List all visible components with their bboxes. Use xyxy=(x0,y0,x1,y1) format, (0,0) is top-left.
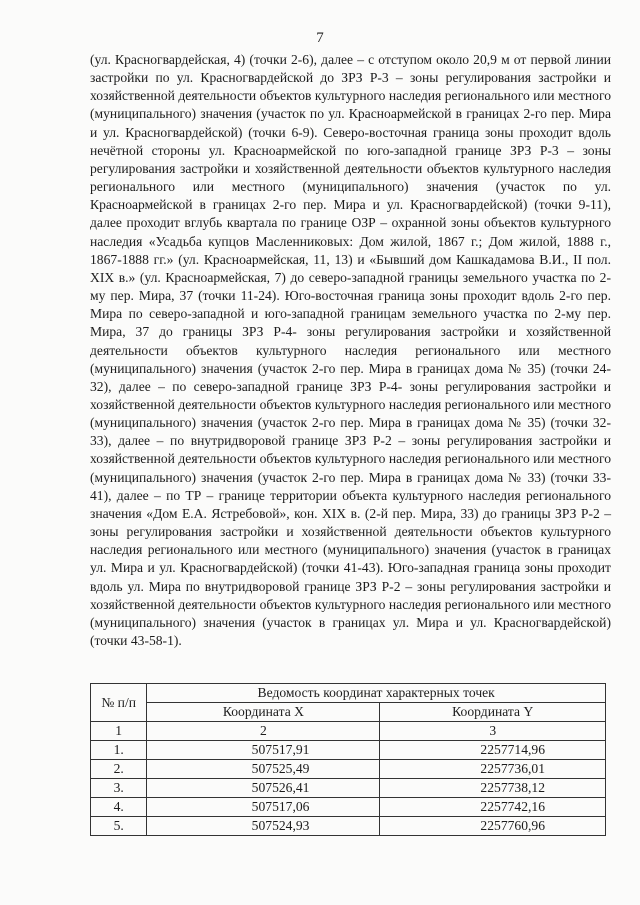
row-number: 4. xyxy=(91,798,147,817)
table-header-row xyxy=(91,684,606,703)
coord-x: 507517,91 xyxy=(147,741,380,760)
table-index-row xyxy=(91,722,606,741)
coord-x: 507524,93 xyxy=(147,817,380,836)
coord-x: 507525,49 xyxy=(147,760,380,779)
table-title: Ведомость координат характерных точек xyxy=(147,684,606,703)
row-number: 5. xyxy=(91,817,147,836)
coord-y: 2257742,16 xyxy=(380,798,606,817)
coord-x: 507526,41 xyxy=(147,779,380,798)
table-row xyxy=(91,760,606,779)
coord-y: 2257714,96 xyxy=(380,741,606,760)
body-paragraph: (ул. Красногвардейская, 4) (точки 2-6), далее – с отступом около 20,9 м от первой линии застройки по ул. Красногвардейской до ЗРЗ Р-3 – зоны регулирования застройки и хозяйственной деятельности объектов культурного наследия регионального или местного (муниципального) значения (участок по ул. Красноармейской в границах 2-го пер. Мира и ул. Красногвардейской) (точки 6-9). Северо-восточная граница зоны проходит вдоль нечётной стороны ул. Красноармейской по юго-западной границе ЗРЗ Р-3 – зоны регулирования застройки и хозяйственной деятельности объектов культурного наследия регионального или местного (муниципального) значения (участок по ул. Красноармейской в границах 2-го пер. Мира и ул. Красногвардейской) (точки 9-11), далее проходит вглубь квартала по границе ОЗР – охранной зоны объектов культурного наследия «Усадьба купцов Масленниковых: Дом жилой, 1867 г.; Дом жилой, 1888 г., 1867-1888 гг.» (ул. Красноармейская, 11, 13) и «Бывший дом Кашкадамова В.И., II пол. XIX в.» (ул. Красноармейская, 7) до северо-западной границы земельного участка по 2-му пер. Мира, 37 (точки 11-24). Юго-восточная граница зоны проходит вдоль 2-го пер. Мира по северо-западной и юго-западной границам земельного участка по 2-му пер. Мира, 37 до границы ЗРЗ Р-4- зоны регулирования застройки и хозяйственной деятельности объектов культурного наследия регионального или местного (муниципального) значения (участок 2-го пер. Мира в границах дома № 35) (точки 24-32), далее – по северо-западной границе ЗРЗ Р-4- зоны регулирования застройки и хозяйственной деятельности объектов культурного наследия регионального или местного (муниципального) значения (участок 2-го пер. Мира в границах дома № 35) (точки 32-33), далее – по внутридворовой границе ЗРЗ Р-2 – зоны регулирования застройки и хозяйственной деятельности объектов культурного наследия регионального или местного (муниципального) значения (участок 2-го пер. Мира в границах дома № 33) (точки 33-41), далее – по ТР – границе территории объекта культурного наследия регионального значения «Дом Е.А. Ястребовой», кон. XIX в. (2-й пер. Мира, 33) до границы ЗРЗ Р-2 – зоны регулирования застройки и хозяйственной деятельности объектов культурного наследия регионального или местного (муниципального) значения (участок в границах ул. Мира и ул. Красногвардейской) (точки 41-43). Юго-западная граница зоны проходит вдоль ул. Мира по внутридворовой границе ЗРЗ Р-2 – зоны регулирования застройки и хозяйственной деятельности объектов культурного наследия регионального или местного (муниципального) значения (участок в границах ул. Мира и ул. Красногвардейской) (точки 43-58-1). xyxy=(90,52,611,648)
table-row xyxy=(91,741,606,760)
index-cell: 3 xyxy=(380,722,606,741)
table-row xyxy=(91,779,606,798)
table-row xyxy=(91,817,606,836)
coord-y: 2257760,96 xyxy=(380,817,606,836)
page-number: 7 xyxy=(316,30,324,46)
index-cell: 1 xyxy=(91,722,147,741)
col-y-header: Координата Y xyxy=(380,703,606,722)
num-header: № п/п xyxy=(91,684,147,722)
index-cell: 2 xyxy=(147,722,380,741)
row-number: 1. xyxy=(91,741,147,760)
coordinates-table xyxy=(90,683,606,836)
col-x-header: Координата X xyxy=(147,703,380,722)
table-row xyxy=(91,798,606,817)
coord-y: 2257736,01 xyxy=(380,760,606,779)
row-number: 2. xyxy=(91,760,147,779)
table-subheader-row xyxy=(91,703,606,722)
row-number: 3. xyxy=(91,779,147,798)
coord-y: 2257738,12 xyxy=(380,779,606,798)
coord-x: 507517,06 xyxy=(147,798,380,817)
